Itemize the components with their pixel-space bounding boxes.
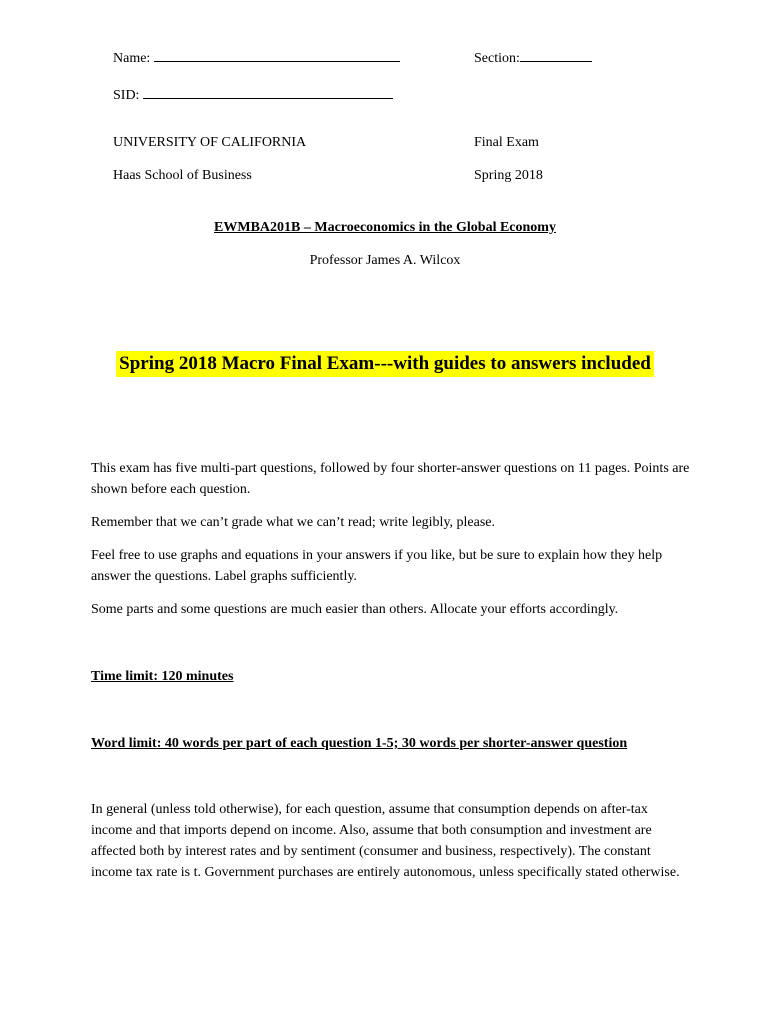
name-label: Name: (113, 51, 151, 66)
instruction-paragraph: Feel free to use graphs and equations in your answers if you like, but be sure to explain how they help answer the questions. Label graphs sufficiently. (91, 548, 663, 584)
sid-label: SID: (113, 88, 140, 103)
time-limit: Time limit: 120 minutes (91, 669, 234, 684)
sid-field[interactable] (113, 86, 393, 104)
exam-term: Spring 2018 (474, 168, 543, 183)
exam-title-text: Spring 2018 Macro Final Exam---with guides to answers included (116, 351, 654, 377)
university-name: UNIVERSITY OF CALIFORNIA (113, 135, 307, 150)
instruction-paragraph: This exam has five multi-part questions, followed by four shorter-answer questions on 11 pages. Points are shown before each question. (91, 461, 690, 497)
professor-name: Professor James A. Wilcox (309, 253, 461, 268)
name-field[interactable] (113, 49, 400, 67)
name-blank-line (154, 49, 400, 62)
assumptions-paragraph: In general (unless told otherwise), for each question, assume that consumption depends on after-tax income and that imports depend on income. Also, assume that both consumption and investment are affected both by interest rates and by sentiment (consumer and business, respectively). The constant income tax rate is t. Government purchases are entirely autonomous, unless specifically stated otherwise. (91, 802, 680, 880)
section-label: Section: (474, 51, 520, 66)
instruction-paragraph: Remember that we can’t grade what we can’t read; write legibly, please. (91, 515, 496, 530)
section-blank-line (520, 49, 592, 62)
word-limit: Word limit: 40 words per part of each question 1-5; 30 words per shorter-answer question (91, 736, 628, 751)
section-field[interactable] (474, 49, 592, 67)
exam-title (0, 351, 770, 377)
instruction-paragraph: Some parts and some questions are much easier than others. Allocate your efforts accordingly. (91, 602, 619, 617)
course-title: EWMBA201B – Macroeconomics in the Global Economy (214, 220, 556, 235)
exam-type: Final Exam (474, 135, 539, 150)
school-name: Haas School of Business (113, 168, 252, 183)
sid-blank-line (143, 86, 393, 99)
